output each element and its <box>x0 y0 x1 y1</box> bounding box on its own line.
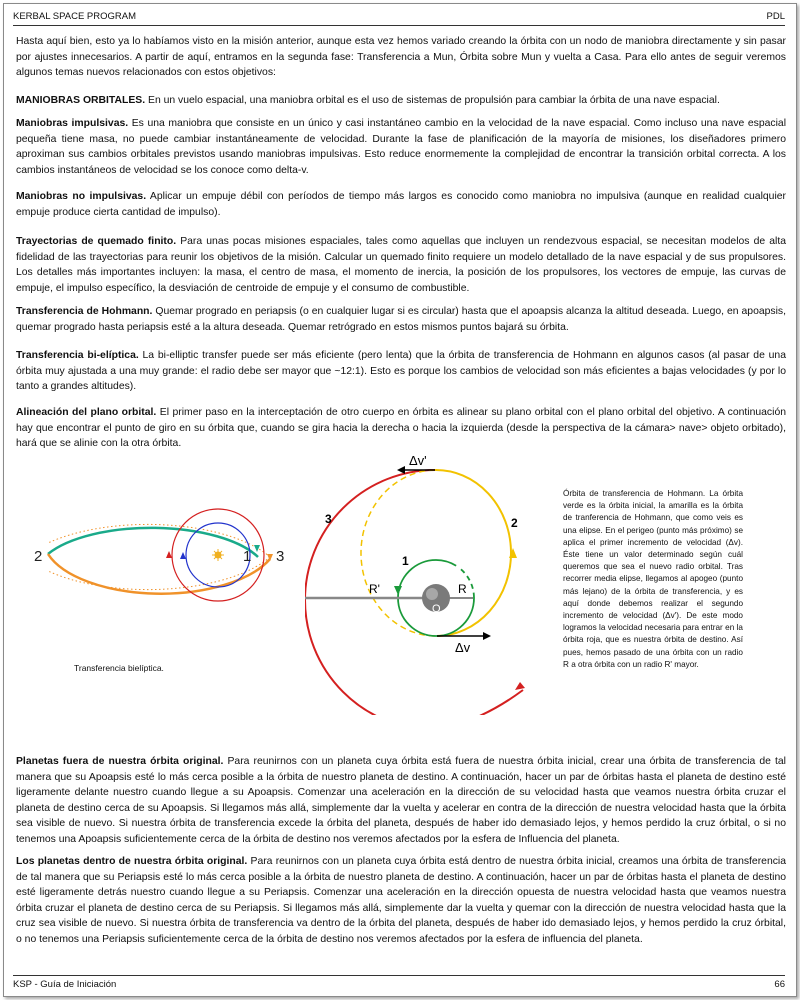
bi-elliptic-caption: Transferencia bielíptica. <box>74 663 164 673</box>
section-title: MANIOBRAS ORBITALES. <box>16 95 146 106</box>
section-body: Para reunirnos con un planeta cuya órbita está fuera de nuestra órbita inicial, crear una órbita de transferencia de tal manera que su Apoapsis esté lo más cerca posible a la órbita de nuestro planeta de destino. A continuación, hacer un par de órbitas hasta el planeta de destino esté ligeramente delante nuestro cuando llegue a su Apoapsis. Comenzar una aceleración en la dirección de su velocidad hasta que veamos nuestra órbita cruzar el planeta de destino cerca de su Apoapsis. Si llegamos más allá, simplemente dar la vuelta y acelerar en contra de la dirección de nuestra velocidad hasta que la órbita sea visible de nuevo. Si nuestra órbita de transferencia excede la órbita del planeta, después de haber ido demasiado lejos, y hemos perdido la cruz órbital, o si no tenemos una Apoapsis suficientemente cerca de la órbita de destino nos veremos afectados por la esfera de Influencia del planeta. <box>16 756 786 845</box>
section-title: Alineación del plano orbital. <box>16 407 157 418</box>
dv-arrowhead <box>483 632 491 640</box>
intro-paragraph: Hasta aquí bien, esto ya lo habíamos visto en la misión anterior, aunque esta vez hemos variado creando la órbita con un nodo de maniobra directamente y sin pasar por ajustes innecesarios. A partir de aquí, entramos en la segunda fase: Transferencia a Mun, Órbita sobre Mun y vuelta a Casa. Para ello antes de seguir veremos algunos temas nuevos relacionados con estos objetivos: <box>16 36 786 79</box>
label-1: 1 <box>243 548 252 565</box>
section-title: Los planetas dentro de nuestra órbita original. <box>16 856 248 867</box>
section-title: Maniobras no impulsivas. <box>16 191 147 202</box>
bi-elliptic-diagram <box>30 495 300 625</box>
page-number: 66 <box>774 979 785 990</box>
header-title: KERBAL SPACE PROGRAM <box>13 11 137 22</box>
arrow-red-outer <box>515 682 525 690</box>
section-title: Maniobras impulsivas. <box>16 118 129 129</box>
section-body: En un vuelo espacial, una maniobra orbital es el uso de sistemas de propulsión para cambiar la órbita de una nave espacial. <box>145 95 720 106</box>
sun-icon <box>212 549 224 561</box>
section-title: Planetas fuera de nuestra órbita original. <box>16 756 224 767</box>
arrow-red-left <box>166 551 172 558</box>
section-title: Transferencia de Hohmann. <box>16 306 153 317</box>
footer-title: KSP - Guía de Iniciación <box>13 979 117 990</box>
section-body: Quemar progrado en periapsis (o en cualquier lugar si es circular) hasta que el apoapsis alcanza la altitud deseada. Luego, en apoapsis, quemar progrado hasta periapsis esté a la altura deseada. Quemar retrógrado en estos mismos puntos bajará su órbita. <box>16 306 786 333</box>
section-no-impulsivas <box>16 189 786 220</box>
arrow-blue-left <box>180 552 186 559</box>
hohmann-diagram <box>305 450 560 715</box>
label-r: R <box>458 582 467 596</box>
orbit-orange-lower <box>48 554 270 594</box>
label-2: 2 <box>34 548 43 565</box>
dv-prime-arrowhead <box>397 466 405 474</box>
label-dv: Δv <box>455 640 471 655</box>
arrow-green <box>394 586 402 595</box>
label-r-prime: R' <box>369 582 380 596</box>
section-impulsivas <box>16 116 786 178</box>
section-body: El primer paso en la interceptación de otro cuerpo en órbita es alinear su plano orbital con el plano orbital del objetivo. A continuación hay que encontrar el punto de giro en su órbita que, cuando se gira hacia la derecha o hacia la izquierda (desde la perspectiva de la cámara> nave> objeto orbitado), hará que se alinie con la otra órbita. <box>16 407 786 450</box>
label-dv-prime: Δv' <box>409 453 427 468</box>
orbit-red-destination <box>305 470 523 715</box>
page-footer <box>13 975 785 990</box>
section-quemado-finito <box>16 234 786 296</box>
section-body: Es una maniobra que consiste en un único y casi instantáneo cambio en la velocidad de la nave espacial. Como incluso una nave espacial pequeña tiene masa, no puede cambiar instantáneamente de velocidad. Durante la fase de planificación de la mayoría de misiones, los diseñadores primero aproximan sus cambios orbitales previstos usando maniobras impulsivas. Esto reduce enormemente la complejidad de encontrar la transición orbital correcta. A los cambios instantáneos de velocidad se los conoce como delta-v. <box>16 118 787 176</box>
label-1: 1 <box>402 554 409 568</box>
label-2: 2 <box>511 516 518 530</box>
orbit-yellow-dashed <box>361 470 437 636</box>
section-planetas-fuera <box>16 754 786 848</box>
header-right: PDL <box>766 11 785 22</box>
label-3: 3 <box>325 512 332 526</box>
section-title: Trayectorias de quemado finito. <box>16 236 177 247</box>
orbit-yellow-transfer <box>435 470 511 636</box>
section-body: Aplicar un empuje débil con períodos de tiempo más largos es conocido como maniobra no impulsiva (aunque en realidad cualquier empuje produce cierta cantidad de impulso). <box>16 191 786 218</box>
page-header <box>13 11 785 26</box>
section-body: La bi-elliptic transfer puede ser más eficiente (pero lenta) que la órbita de transferencia de Hohmann en algunos casos (al pasar de una órbita muy ajustada a una muy grande: el radio debe ser mayor que ~12:1). Esto es porque los cambios de velocidad son más eficientes a bajas velocidades (y por lo tanto a grandes altitudes). <box>16 350 786 393</box>
section-body: Para reunirnos con un planeta cuya órbita está dentro de nuestra órbita inicial, creamos una órbita de transferencia de tal manera que su Periapsis esté lo más cerca posible a la órbita de nuestro planeta de destino. A continuación, hacer un par de órbitas hasta el planeta de destino esté ligeramente detrás nuestro cuando llegue a su Periapsis. Comenzar una aceleración en la dirección opuesta de nuestra velocidad hasta que veamos nuestra órbita cruzar el planeta de destino cerca de su Periapsis. Si llegamos más allá, simplemente dar la vuelta y quemar con la dirección de nuestra velocidad hasta que la cruz sea visible de nuevo. Si nuestra órbita de transferencia va dentro de la órbita del planeta, después de haber ido demasiado lejos, y hemos perdido la cruz órbital, o no tenemos una Periapsis suficientemente cerca de la órbita de destino nos veremos afectados por la esfera de influencia del planeta. <box>16 856 787 945</box>
section-maniobras-orbitales <box>16 93 786 109</box>
section-title: Transferencia bi-elíptica. <box>16 350 139 361</box>
section-planetas-dentro <box>16 854 786 948</box>
hohmann-caption: Órbita de transferencia de Hohmann. La órbita verde es la órbita inicial, la amarilla es la órbita de tranferencia de Hohmann, que como veis es una elipse. En el perigeo (punto más próximo) se aplica el primer incremento de velocidad (Δv). Éste tiene un valor determinado según cuál queremos que sea el nuevo radio orbital. Tras recorrer media elipse, llegamos al apogeo (punto más lejano) de la órbita de transferencia, y es aquí donde debemos realizar el segundo incremento de velocidad (Δv'). De este modo logramos la velocidad necesaria para entrar en la órbita roja, que es nuestra órbita de destino. Así pues, hemos pasado de una órbita con un radio R a otra órbita con un radio R' mayor. <box>563 489 743 669</box>
section-hohmann <box>16 304 786 335</box>
section-body: Para unas pocas misiones espaciales, tales como aquellas que incluyen un rendezvous espacial, se necesitan modelos de alta fidelidad de las trayectorias para reunir los objetivos de la misión. Calcular un quemado finito requiere un modelo detallado de la nave espacial y de sus propulsores. Los detalles más importantes incluyen: la masa, el centro de masa, el momento de inercia, la posición de los propulsores, los vectores de empuje, las curvas de empuje, el impulso específico, la desviación de centroide de empuje y el consumo de combustible. <box>16 236 786 294</box>
label-3: 3 <box>276 548 285 565</box>
arrow-teal-right <box>254 545 260 552</box>
section-bi-eliptica <box>16 348 786 395</box>
label-o: O <box>432 603 441 615</box>
section-alineacion <box>16 405 786 452</box>
